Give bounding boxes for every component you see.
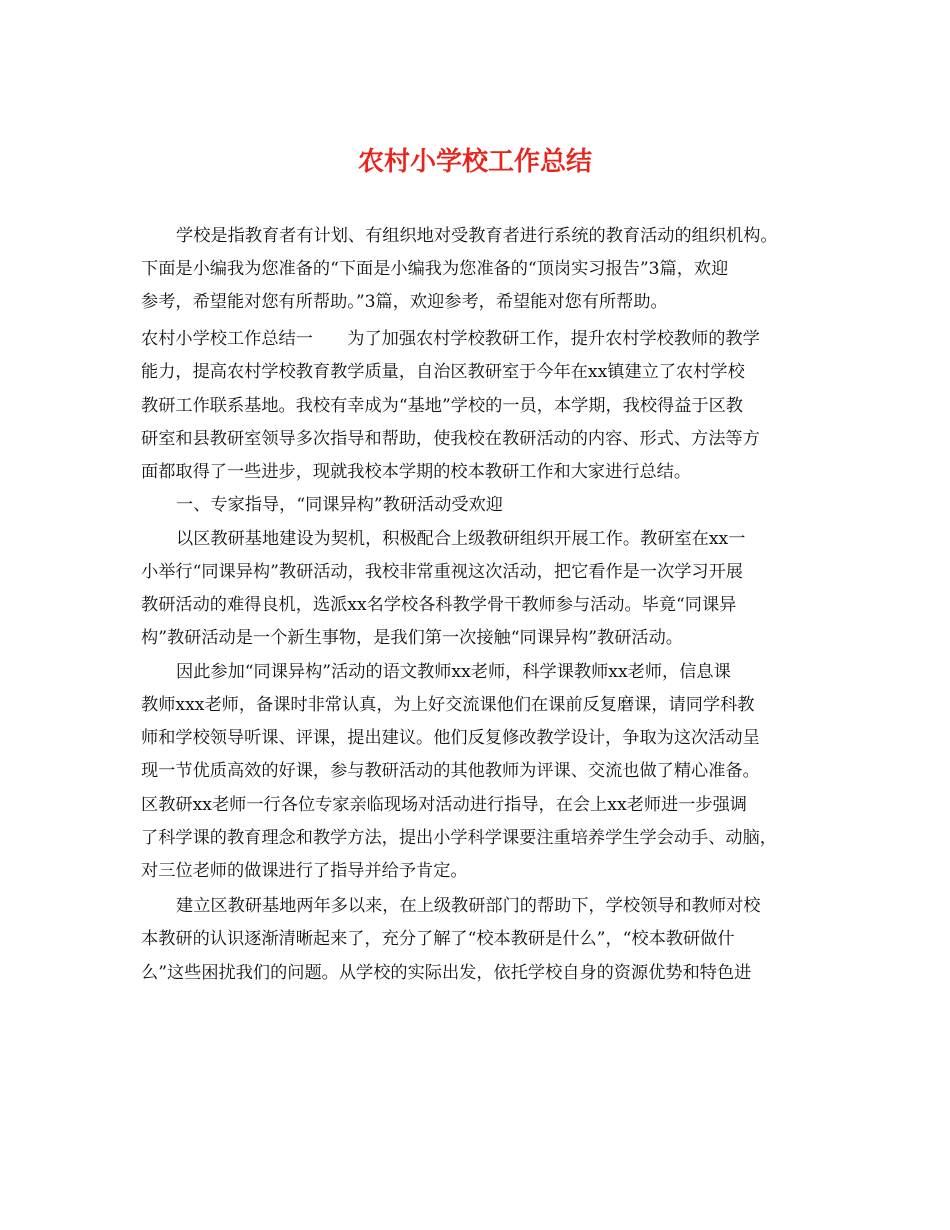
document-title: 农村小学校工作总结 xyxy=(357,147,592,177)
section-heading: 一、专家指导，“同课异构”教研活动受欢迎 xyxy=(176,495,503,515)
body-text-line: 了科学课的教育理念和教学方法，提出小学科学课要注重培养学生学会动手、动脑， xyxy=(141,828,777,848)
body-text-line: 现一节优质高效的好课，参与教研活动的其他教师为评课、交流也做了精心准备。 xyxy=(141,761,760,781)
body-text-line: 教师xxx老师，备课时非常认真，为上好交流课他们在课前反复磨课，请同学科教 xyxy=(141,695,755,715)
body-text-line: 因此参加“同课异构”活动的语文教师xx老师，科学课教师xx老师，信息课 xyxy=(176,662,731,682)
body-text-line: 下面是小编我为您准备的“下面是小编我为您准备的“顶岗实习报告”3篇，欢迎 xyxy=(141,259,729,279)
body-text-line: 面都取得了一些进步，现就我校本学期的校本教研工作和大家进行总结。 xyxy=(141,462,692,482)
body-text-line: 农村小学校工作总结一 为了加强农村学校教研工作，提升农村学校教师的教学 xyxy=(141,329,760,349)
body-text-line: 区教研xx老师一行各位专家亲临现场对活动进行指导，在会上xx老师进一步强调 xyxy=(141,795,747,815)
body-text-line: 学校是指教育者有计划、有组织地对受教育者进行系统的教育活动的组织机构。 xyxy=(176,226,778,246)
body-text-line: 小举行“同课异构”教研活动，我校非常重视这次活动，把它看作是一次学习开展 xyxy=(141,562,743,582)
body-text-line: 本教研的认识逐渐清晰起来了，充分了解了“校本教研是什么”，“校本教研做什 xyxy=(141,929,735,949)
body-text-line: 研室和县教研室领导多次指导和帮助，使我校在教研活动的内容、形式、方法等方 xyxy=(141,429,760,449)
body-text-line: 师和学校领导听课、评课，提出建议。他们反复修改教学设计，争取为这次活动呈 xyxy=(141,728,760,748)
body-text-line: 教研工作联系基地。我校有幸成为“基地”学校的一员，本学期，我校得益于区教 xyxy=(141,396,743,416)
body-text-line: 么”这些困扰我们的问题。从学校的实际出发，依托学校自身的资源优势和特色进 xyxy=(141,963,752,983)
body-text-line: 对三位老师的做课进行了指导并给予肯定。 xyxy=(141,861,468,881)
body-text-line: 参考，希望能对您有所帮助。”3篇，欢迎参考，希望能对您有所帮助。 xyxy=(141,292,668,312)
body-text-line: 构”教研活动是一个新生事物，是我们第一次接触“同课异构”教研活动。 xyxy=(141,628,683,648)
body-text-line: 能力，提高农村学校教育教学质量，自治区教研室于今年在xx镇建立了农村学校 xyxy=(141,362,745,382)
body-text-line: 以区教研基地建设为契机，积极配合上级教研组织开展工作。教研室在xx一 xyxy=(176,529,746,549)
body-text-line: 教研活动的难得良机，选派xx名学校各科教学骨干教师参与活动。毕竟“同课异 xyxy=(141,595,737,615)
body-text-line: 建立区教研基地两年多以来，在上级教研部门的帮助下，学校领导和教师对校 xyxy=(176,896,761,916)
